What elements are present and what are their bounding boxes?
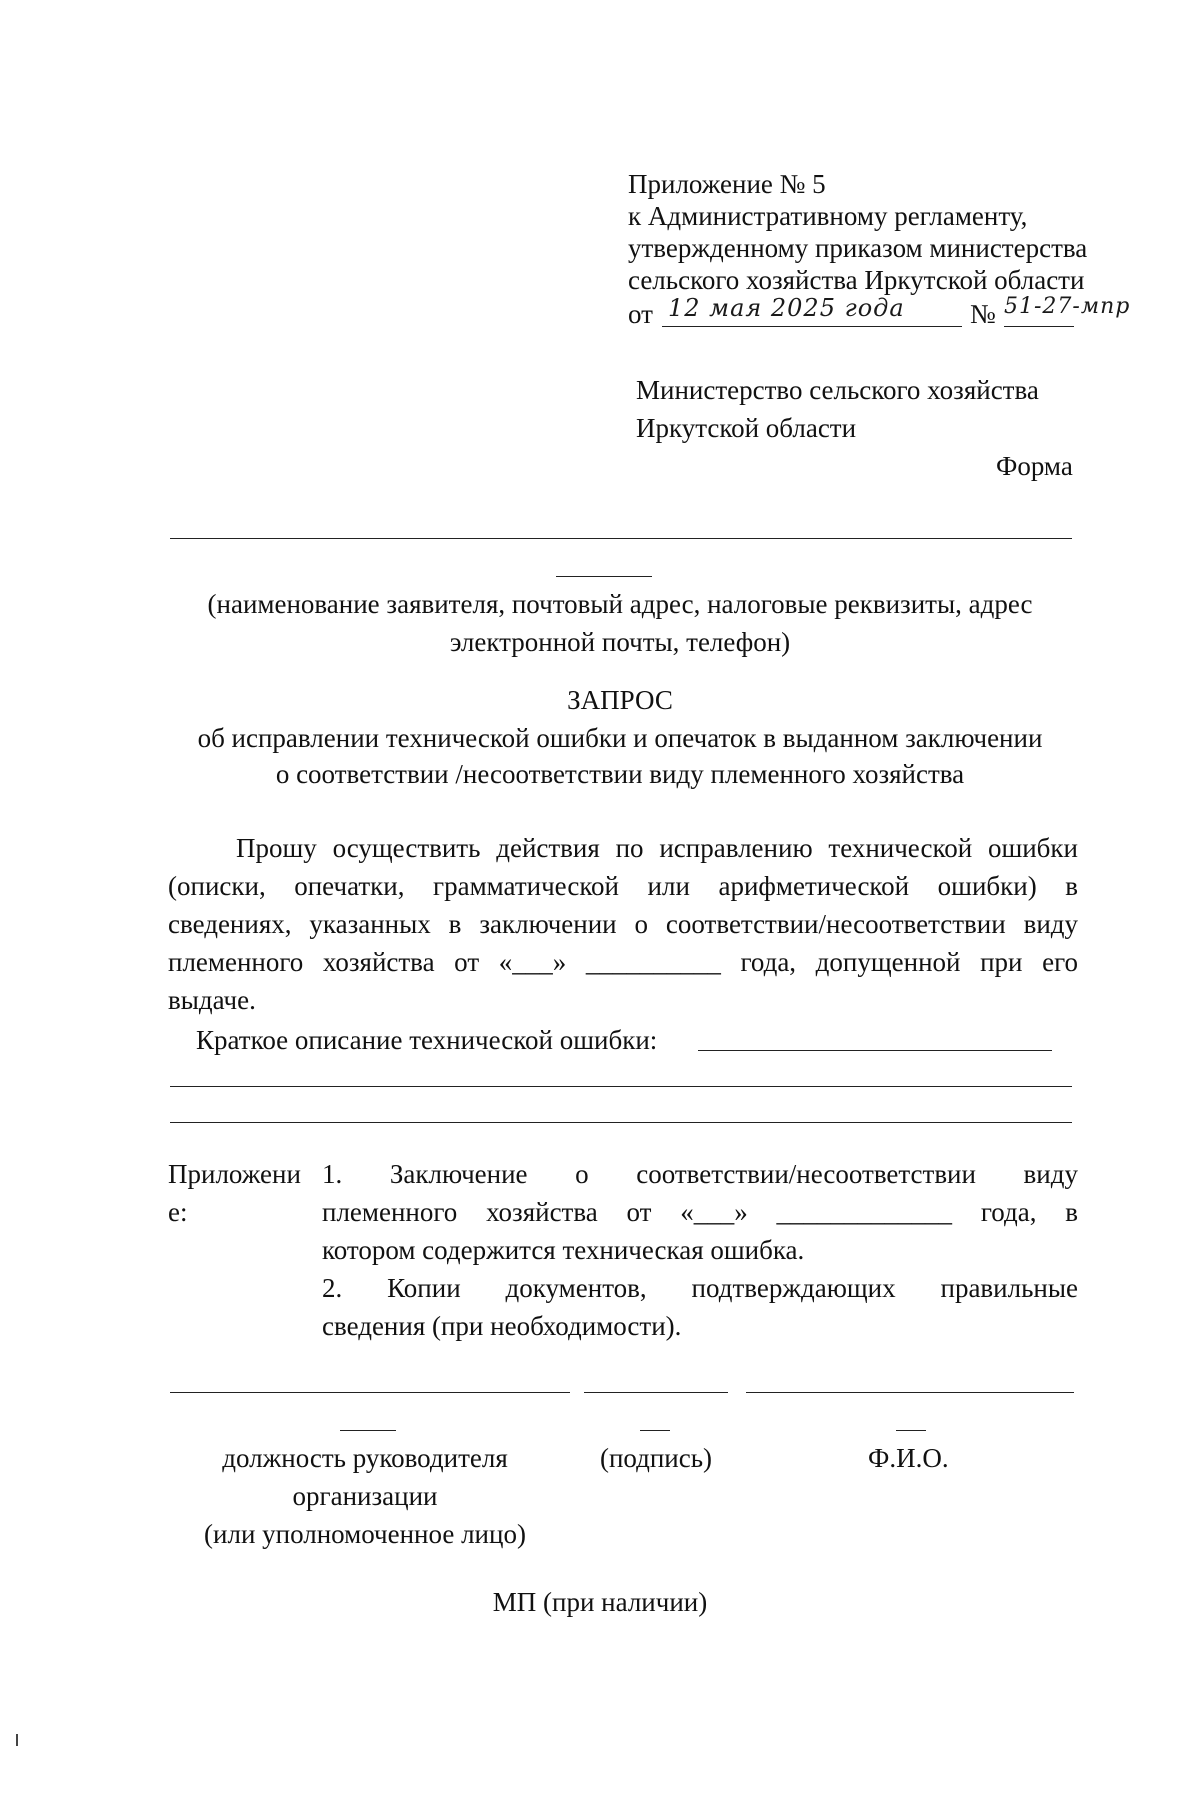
- name-dash: [896, 1430, 926, 1431]
- handwritten-date: 12 мая 2025 года: [668, 294, 905, 322]
- position-caption-1: должность руководителя: [222, 1443, 508, 1473]
- name-signature-line: [746, 1392, 1074, 1393]
- appendix-line-4: сельского хозяйства Иркутской области: [628, 265, 1085, 295]
- applicant-caption-line-1: (наименование заявителя, почтовый адрес, налоговые реквизиты, адрес: [207, 589, 1033, 619]
- attachment-1-line-2: племенного хозяйства от «___» _____________ года, в: [322, 1197, 1078, 1227]
- document-title: ЗАПРОС: [567, 685, 673, 715]
- body-line-1: Прошу осуществить действия по исправлению технической ошибки: [236, 833, 1078, 863]
- stamp-label: МП (при наличии): [492, 1587, 708, 1617]
- document-subtitle-2: о соответствии /несоответствии виду племенного хозяйства: [275, 759, 965, 789]
- appendix-number: Приложение № 5: [628, 169, 826, 199]
- body-line-4: племенного хозяйства от «___» __________ года, допущенной при его: [168, 947, 1078, 977]
- attachment-1-line-1: 1. Заключение о соответствии/несоответствии виду: [322, 1159, 1078, 1189]
- date-prefix: от: [628, 299, 653, 329]
- brief-description-line-2: [170, 1086, 1072, 1087]
- body-line-5: выдаче.: [168, 985, 256, 1015]
- attachment-2-line-1: 2. Копии документов, подтверждающих правильные: [322, 1273, 1078, 1303]
- number-prefix: №: [970, 299, 996, 329]
- attachments-label-1: Приложени: [168, 1159, 301, 1189]
- signature-dash: [640, 1430, 670, 1431]
- appendix-line-3: утвержденному приказом министерства: [628, 233, 1088, 263]
- position-caption-2: организации: [292, 1481, 438, 1511]
- position-caption-3: (или уполномоченное лицо): [204, 1519, 526, 1549]
- date-underline: [662, 326, 962, 327]
- applicant-caption-line-2: электронной почты, телефон): [449, 627, 791, 657]
- scan-mark: [16, 1734, 18, 1746]
- signature-line: [584, 1392, 728, 1393]
- addressee-line-1: Министерство сельского хозяйства: [636, 375, 1039, 405]
- document-subtitle-1: об исправлении технической ошибки и опечаток в выданном заключении: [197, 723, 1043, 753]
- brief-description-line-3: [170, 1122, 1072, 1123]
- position-signature-line: [170, 1392, 570, 1393]
- signature-caption: (подпись): [599, 1443, 713, 1473]
- number-underline: [1004, 326, 1074, 327]
- handwritten-number: 51-27-мпр: [1004, 294, 1131, 319]
- appendix-line-2: к Административному регламенту,: [628, 201, 1028, 231]
- name-caption: Ф.И.О.: [868, 1443, 949, 1473]
- applicant-line: [170, 538, 1072, 539]
- body-line-2: (описки, опечатки, грамматической или арифметической ошибки) в: [168, 871, 1078, 901]
- body-line-3: сведениях, указанных в заключении о соответствии/несоответствии виду: [168, 909, 1078, 939]
- applicant-short-line: [556, 576, 652, 577]
- form-label: Форма: [996, 451, 1073, 481]
- attachments-label-2: е:: [168, 1197, 188, 1227]
- addressee-line-2: Иркутской области: [636, 413, 857, 443]
- attachment-1-line-3: котором содержится техническая ошибка.: [322, 1235, 805, 1265]
- brief-description-label: Краткое описание технической ошибки:: [196, 1025, 658, 1055]
- position-dash: [340, 1430, 396, 1431]
- brief-description-line-1: [698, 1050, 1052, 1051]
- attachment-2-line-2: сведения (при необходимости).: [322, 1311, 682, 1341]
